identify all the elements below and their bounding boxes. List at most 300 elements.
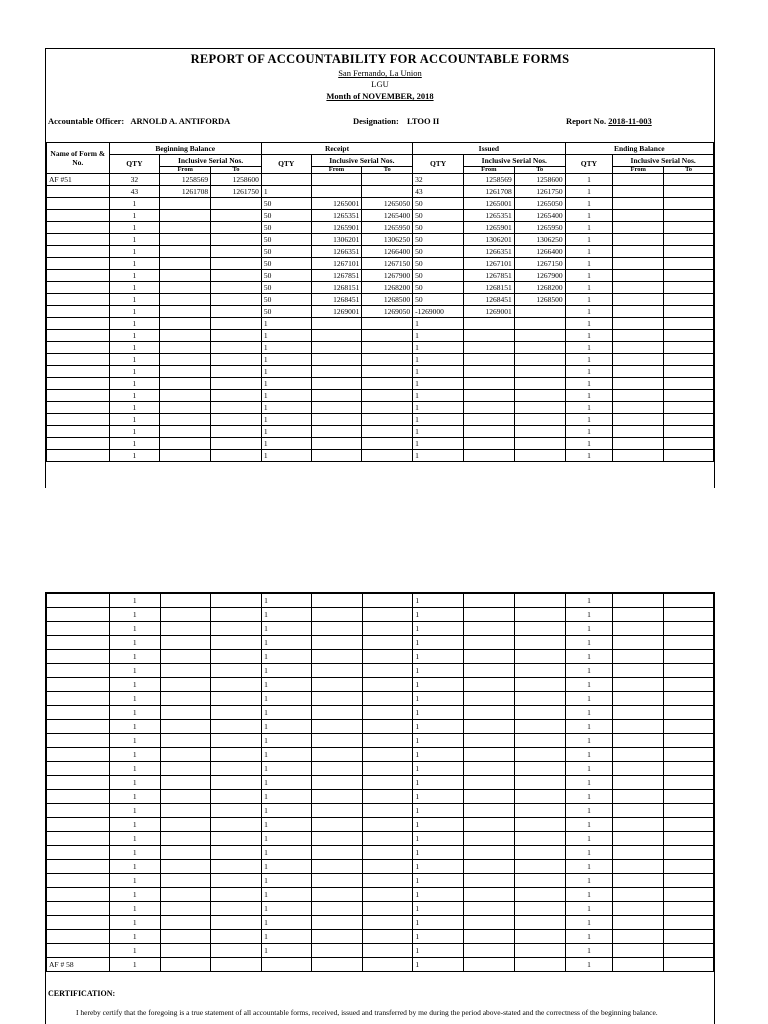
end-qty-cell: 1 (565, 258, 613, 270)
table-row (47, 650, 714, 664)
begin-from-cell (160, 650, 211, 664)
table-row (47, 402, 714, 414)
issued-from-cell (464, 594, 515, 608)
form-name-cell (47, 414, 110, 426)
issued-qty-cell: 1 (413, 450, 464, 462)
form-name-cell: AF # 58 (47, 958, 110, 972)
end-from-cell (613, 846, 664, 860)
issued-from-cell (463, 318, 514, 330)
receipt-to-cell: 1265400 (362, 210, 413, 222)
receipt-from-cell (311, 916, 362, 930)
receipt-to-cell (362, 748, 413, 762)
begin-from-cell (160, 450, 211, 462)
receipt-from-cell (311, 318, 362, 330)
form-name-cell (47, 282, 110, 294)
end-from-cell (613, 678, 664, 692)
forms-table (46, 142, 714, 462)
begin-to-cell (211, 198, 262, 210)
begin-from-cell (160, 198, 211, 210)
table-row (47, 944, 714, 958)
begin-to-cell (211, 874, 262, 888)
certification-text: I hereby certify that the foregoing is a true statement of all accountable forms, received, issued and transferred by me during the period above-stated and the correctness of the beginning balance. (76, 1008, 658, 1017)
begin-to-cell (211, 748, 262, 762)
issued-qty-cell: 1 (413, 426, 464, 438)
end-from-cell (613, 186, 664, 198)
receipt-from-cell (311, 402, 362, 414)
begin-to-cell (211, 804, 262, 818)
end-qty-cell: 1 (565, 902, 613, 916)
end-qty-cell: 1 (565, 426, 613, 438)
issued-qty-cell: 1 (413, 790, 464, 804)
report-number-label: Report No. (566, 116, 607, 126)
issued-to-cell: 1258600 (514, 174, 565, 186)
lgu-label: LGU (371, 79, 389, 89)
form-name-cell (47, 258, 110, 270)
issued-qty-cell: 1 (413, 342, 464, 354)
receipt-qty-cell: 1 (262, 748, 312, 762)
issued-from-cell (464, 888, 515, 902)
table-row (47, 234, 714, 246)
form-name-cell (47, 342, 110, 354)
receipt-from-cell (311, 748, 362, 762)
begin-from-cell (160, 258, 211, 270)
issued-from-cell (463, 342, 514, 354)
receipt-to-cell (362, 330, 413, 342)
receipt-from-cell (311, 342, 362, 354)
begin-from-cell (160, 294, 211, 306)
end-qty-cell: 1 (565, 390, 613, 402)
begin-from-cell (160, 390, 211, 402)
begin-to-cell (211, 270, 262, 282)
issued-qty-cell: 1 (413, 438, 464, 450)
col-issued: Issued (413, 143, 565, 155)
end-to-cell (664, 438, 714, 450)
issued-to-cell (514, 748, 565, 762)
receipt-qty-cell: 1 (261, 402, 311, 414)
begin-qty-cell: 1 (109, 318, 160, 330)
issued-qty-cell: 50 (413, 234, 464, 246)
receipt-from-cell: 1267851 (311, 270, 362, 282)
form-name-cell (47, 818, 110, 832)
receipt-to-cell (362, 426, 413, 438)
end-qty-cell: 1 (565, 706, 613, 720)
receipt-from-cell: 1269001 (311, 306, 362, 318)
begin-qty-cell: 1 (109, 258, 160, 270)
receipt-to-cell (362, 450, 413, 462)
receipt-qty-cell: 1 (261, 186, 311, 198)
begin-to-cell (211, 790, 262, 804)
receipt-qty-cell: 1 (261, 378, 311, 390)
end-to-cell (664, 246, 714, 258)
issued-to-cell (514, 902, 565, 916)
col-ending-balance: Ending Balance (565, 143, 713, 155)
designation-value: LTOO II (406, 116, 440, 126)
table-row (47, 958, 714, 972)
receipt-to-cell: 1267150 (362, 258, 413, 270)
receipt-to-cell (362, 692, 413, 706)
table-row (47, 450, 714, 462)
receipt-qty-cell: 50 (261, 294, 311, 306)
end-qty-cell: 1 (565, 174, 613, 186)
form-name-cell (47, 930, 110, 944)
begin-from-cell (160, 426, 211, 438)
end-from-cell (613, 776, 664, 790)
begin-qty-cell: 1 (109, 860, 160, 874)
table-row (47, 186, 714, 198)
begin-from-cell (160, 916, 211, 930)
begin-qty-cell: 1 (109, 958, 160, 972)
receipt-qty-cell: 1 (262, 608, 312, 622)
end-from-cell (613, 804, 664, 818)
end-qty-cell: 1 (565, 378, 613, 390)
issued-to-cell (514, 390, 565, 402)
officer-label: Accountable Officer: (48, 116, 125, 126)
end-from-cell (613, 270, 664, 282)
begin-to-cell (211, 450, 262, 462)
issued-to-cell: 1267900 (514, 270, 565, 282)
form-name-cell (47, 608, 110, 622)
end-to-cell (664, 426, 714, 438)
issued-qty-cell: 50 (413, 246, 464, 258)
col-receipt: Receipt (261, 143, 412, 155)
end-from-cell (613, 414, 664, 426)
receipt-to-cell: 1266400 (362, 246, 413, 258)
begin-qty-cell: 1 (109, 210, 160, 222)
begin-from-cell (160, 706, 211, 720)
forms-table-continued (46, 593, 714, 972)
issued-from-cell (463, 378, 514, 390)
end-to-cell (664, 390, 714, 402)
begin-from-cell (160, 594, 211, 608)
issued-from-cell: 1265351 (463, 210, 514, 222)
end-to-cell (664, 748, 714, 762)
issued-qty-cell: 50 (413, 270, 464, 282)
receipt-from-cell (311, 930, 362, 944)
issued-to-cell (514, 916, 565, 930)
table-header-row-2 (47, 155, 714, 167)
receipt-to-cell (362, 378, 413, 390)
receipt-from-cell (311, 186, 362, 198)
begin-to-cell: 1258600 (211, 174, 262, 186)
col-qty: QTY (565, 155, 613, 174)
begin-from-cell (160, 734, 211, 748)
begin-from-cell (160, 888, 211, 902)
receipt-qty-cell: 1 (262, 804, 312, 818)
receipt-qty-cell: 1 (262, 734, 312, 748)
begin-to-cell: 1261750 (211, 186, 262, 198)
issued-to-cell (514, 790, 565, 804)
end-qty-cell: 1 (565, 438, 613, 450)
receipt-qty-cell: 50 (261, 210, 311, 222)
receipt-to-cell: 1265950 (362, 222, 413, 234)
end-from-cell (613, 426, 664, 438)
col-qty: QTY (109, 155, 160, 174)
report-number-value: 2018-11-003 (608, 116, 652, 126)
begin-qty-cell: 1 (109, 414, 160, 426)
issued-from-cell (463, 330, 514, 342)
issued-from-cell (464, 860, 515, 874)
certification-heading: CERTIFICATION: (48, 989, 116, 998)
end-from-cell (613, 174, 664, 186)
receipt-qty-cell: 1 (262, 762, 312, 776)
issued-from-cell (463, 438, 514, 450)
end-to-cell (664, 692, 714, 706)
begin-qty-cell: 1 (109, 776, 160, 790)
end-to-cell (664, 594, 714, 608)
col-serial: Inclusive Serial Nos. (613, 155, 714, 167)
begin-qty-cell: 1 (109, 438, 160, 450)
receipt-qty-cell: 50 (261, 234, 311, 246)
receipt-qty-cell: 1 (262, 888, 312, 902)
begin-from-cell (160, 282, 211, 294)
issued-from-cell (463, 402, 514, 414)
receipt-qty-cell: 1 (262, 678, 312, 692)
receipt-from-cell (311, 438, 362, 450)
begin-from-cell (160, 318, 211, 330)
issued-qty-cell: 1 (413, 608, 464, 622)
issued-qty-cell: 43 (413, 186, 464, 198)
end-qty-cell: 1 (565, 354, 613, 366)
issued-qty-cell: 1 (413, 378, 464, 390)
receipt-to-cell (362, 790, 413, 804)
issued-to-cell: 1268200 (514, 282, 565, 294)
end-to-cell (664, 450, 714, 462)
receipt-from-cell (311, 330, 362, 342)
begin-to-cell (211, 294, 262, 306)
receipt-from-cell (311, 706, 362, 720)
end-from-cell (613, 944, 664, 958)
table-row (47, 776, 714, 790)
form-name-cell (47, 390, 110, 402)
issued-qty-cell: 1 (413, 720, 464, 734)
begin-to-cell (211, 650, 262, 664)
begin-to-cell (211, 426, 262, 438)
issued-qty-cell: 50 (413, 258, 464, 270)
receipt-to-cell (362, 832, 413, 846)
receipt-qty-cell: 1 (261, 426, 311, 438)
receipt-to-cell (362, 958, 413, 972)
table-row (47, 258, 714, 270)
begin-from-cell (160, 692, 211, 706)
receipt-to-cell (362, 902, 413, 916)
begin-to-cell (211, 664, 262, 678)
receipt-qty-cell: 1 (262, 706, 312, 720)
begin-to-cell (211, 366, 262, 378)
begin-to-cell (211, 888, 262, 902)
begin-to-cell (211, 860, 262, 874)
issued-from-cell (463, 390, 514, 402)
receipt-to-cell (362, 318, 413, 330)
begin-qty-cell: 1 (109, 354, 160, 366)
issued-from-cell: 1268151 (463, 282, 514, 294)
begin-qty-cell: 1 (109, 678, 160, 692)
col-name-of-form: Name of Form & No. (47, 143, 110, 174)
begin-qty-cell: 1 (109, 706, 160, 720)
begin-from-cell (160, 246, 211, 258)
begin-to-cell (211, 378, 262, 390)
form-name-cell (47, 594, 110, 608)
form-name-cell (47, 246, 110, 258)
begin-to-cell (211, 958, 262, 972)
issued-from-cell: 1268451 (463, 294, 514, 306)
receipt-to-cell (362, 762, 413, 776)
issued-to-cell (514, 692, 565, 706)
receipt-qty-cell: 1 (261, 414, 311, 426)
receipt-to-cell: 1269050 (362, 306, 413, 318)
receipt-qty-cell: 50 (261, 282, 311, 294)
end-qty-cell: 1 (565, 246, 613, 258)
begin-to-cell (211, 734, 262, 748)
col-to: To (362, 167, 413, 174)
end-to-cell (664, 776, 714, 790)
begin-to-cell (211, 846, 262, 860)
begin-to-cell (211, 330, 262, 342)
begin-qty-cell: 1 (109, 450, 160, 462)
end-to-cell (664, 762, 714, 776)
end-qty-cell: 1 (565, 330, 613, 342)
end-qty-cell: 1 (565, 888, 613, 902)
begin-qty-cell: 1 (109, 748, 160, 762)
receipt-from-cell: 1306201 (311, 234, 362, 246)
receipt-to-cell (362, 186, 413, 198)
end-to-cell (664, 860, 714, 874)
end-qty-cell: 1 (565, 916, 613, 930)
issued-to-cell (514, 378, 565, 390)
receipt-to-cell (362, 678, 413, 692)
issued-from-cell (464, 944, 515, 958)
issued-from-cell (464, 790, 515, 804)
issued-to-cell: 1265050 (514, 198, 565, 210)
receipt-qty-cell: 1 (262, 832, 312, 846)
report-number-line (566, 116, 652, 126)
form-name-cell (47, 450, 110, 462)
receipt-from-cell (311, 664, 362, 678)
form-name-cell (47, 944, 110, 958)
end-qty-cell: 1 (565, 222, 613, 234)
end-from-cell (613, 692, 664, 706)
table-row (47, 902, 714, 916)
begin-to-cell (211, 818, 262, 832)
receipt-from-cell (311, 832, 362, 846)
issued-to-cell (514, 426, 565, 438)
issued-to-cell (514, 414, 565, 426)
issued-to-cell: 1267150 (514, 258, 565, 270)
end-qty-cell: 1 (565, 294, 613, 306)
table-row (47, 438, 714, 450)
begin-qty-cell: 1 (109, 874, 160, 888)
issued-from-cell (464, 818, 515, 832)
table-row (47, 414, 714, 426)
receipt-to-cell (362, 390, 413, 402)
form-name-cell (47, 402, 110, 414)
end-to-cell (664, 330, 714, 342)
end-from-cell (613, 282, 664, 294)
begin-qty-cell: 32 (109, 174, 160, 186)
begin-to-cell (211, 354, 262, 366)
begin-qty-cell: 1 (109, 636, 160, 650)
table-row (47, 916, 714, 930)
begin-qty-cell: 1 (109, 294, 160, 306)
issued-qty-cell: 1 (413, 402, 464, 414)
issued-to-cell (514, 804, 565, 818)
issued-to-cell (514, 664, 565, 678)
form-name-cell (47, 748, 110, 762)
issued-to-cell (514, 846, 565, 860)
col-from: From (160, 167, 211, 174)
issued-from-cell (464, 734, 515, 748)
receipt-qty-cell: 1 (261, 438, 311, 450)
end-qty-cell: 1 (565, 234, 613, 246)
issued-qty-cell: 1 (413, 902, 464, 916)
issued-qty-cell: 1 (413, 916, 464, 930)
form-name-cell (47, 692, 110, 706)
table-row (47, 426, 714, 438)
begin-qty-cell: 1 (109, 198, 160, 210)
form-name-cell (47, 776, 110, 790)
table-row (47, 270, 714, 282)
receipt-from-cell (311, 734, 362, 748)
end-from-cell (613, 790, 664, 804)
end-from-cell (613, 958, 664, 972)
receipt-from-cell (311, 678, 362, 692)
end-from-cell (613, 366, 664, 378)
end-from-cell (613, 318, 664, 330)
form-name-cell (47, 664, 110, 678)
form-name-cell (47, 874, 110, 888)
end-qty-cell: 1 (565, 608, 613, 622)
begin-qty-cell: 1 (109, 846, 160, 860)
receipt-from-cell (311, 378, 362, 390)
receipt-to-cell: 1268200 (362, 282, 413, 294)
table-row (47, 378, 714, 390)
table-row (47, 390, 714, 402)
end-qty-cell: 1 (565, 282, 613, 294)
issued-to-cell (514, 720, 565, 734)
end-from-cell (613, 930, 664, 944)
issued-from-cell (464, 930, 515, 944)
end-to-cell (664, 306, 714, 318)
end-qty-cell: 1 (565, 958, 613, 972)
issued-to-cell: 1306250 (514, 234, 565, 246)
begin-qty-cell: 1 (109, 594, 160, 608)
end-to-cell (664, 378, 714, 390)
issued-from-cell: 1267851 (463, 270, 514, 282)
end-from-cell (613, 594, 664, 608)
form-name-cell (47, 378, 110, 390)
issued-qty-cell: 1 (413, 354, 464, 366)
end-qty-cell: 1 (565, 198, 613, 210)
end-from-cell (613, 664, 664, 678)
issued-qty-cell: 50 (413, 282, 464, 294)
issued-from-cell: 1265901 (463, 222, 514, 234)
report-page-2 (45, 592, 715, 1024)
receipt-qty-cell: 1 (262, 692, 312, 706)
receipt-to-cell (362, 402, 413, 414)
issued-qty-cell: 1 (413, 706, 464, 720)
issued-qty-cell: 1 (413, 762, 464, 776)
receipt-to-cell (362, 366, 413, 378)
begin-qty-cell: 1 (109, 402, 160, 414)
issued-to-cell: 1266400 (514, 246, 565, 258)
end-to-cell (664, 354, 714, 366)
begin-qty-cell: 1 (109, 608, 160, 622)
issued-qty-cell: 1 (413, 818, 464, 832)
begin-from-cell (160, 342, 211, 354)
table-row (47, 622, 714, 636)
end-to-cell (664, 342, 714, 354)
issued-from-cell (463, 450, 514, 462)
form-name-cell (47, 354, 110, 366)
